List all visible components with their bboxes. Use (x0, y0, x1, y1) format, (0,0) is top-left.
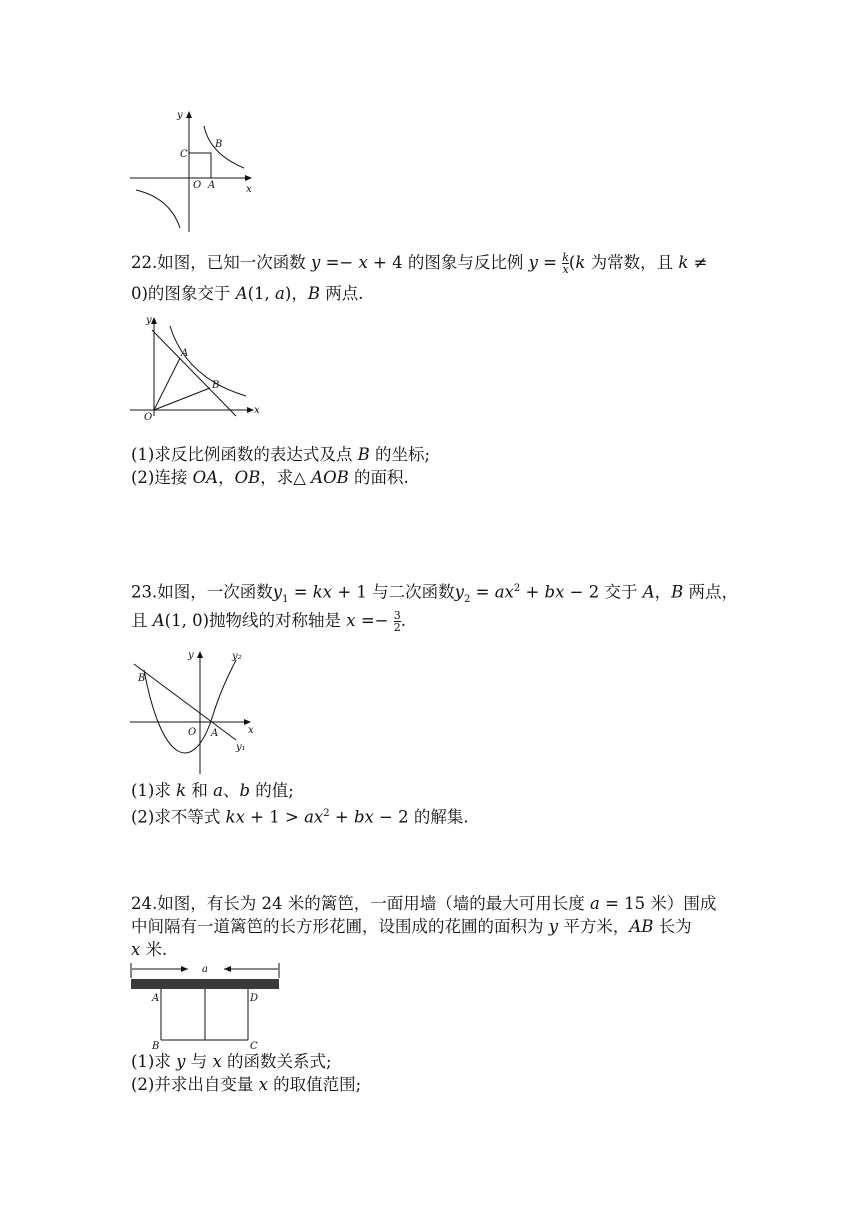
label-y: y (177, 110, 183, 121)
y-axis-arrow (151, 317, 157, 324)
q22-part-2: (2)连接 OA，OB，求△ AOB 的面积. (131, 468, 409, 487)
label-c: C (250, 1041, 258, 1052)
label-y2: y₂ (232, 651, 242, 662)
label-b: B (212, 380, 220, 391)
figure-q23 (128, 646, 260, 776)
q22-part-1: (1)求反比例函数的表达式及点 B 的坐标; (131, 445, 431, 464)
q24-line-3: x 米. (131, 940, 168, 959)
line-y1 (134, 664, 236, 740)
label-y: y (146, 315, 152, 326)
label-x: x (246, 184, 252, 195)
q24-line-2: 中间隔有一道篱笆的长方形花圃，设围成的花圃的面积为 y 平方米，AB 长为 (131, 917, 692, 936)
label-a: A (181, 348, 189, 359)
label-o: O (144, 412, 153, 423)
curve-quadrant-3 (136, 190, 180, 228)
label-y1: y₁ (236, 742, 246, 753)
q23-line-1: 23.如图，一次函数$y_1$ = kx + 1 与二次函数$y_2 = ax^2$ + bx − 2 交于 A，B 两点， (131, 582, 739, 605)
parabola-y2 (144, 660, 236, 753)
label-b: B (152, 1041, 160, 1052)
label-d: D (250, 993, 259, 1004)
segment-oa (154, 358, 180, 410)
q23-line-2: 且 A(1, 0)抛物线的对称轴是 x =− $\frac{3}{2}$ . (131, 609, 406, 634)
q23-part-1: (1)求 k 和 a、b 的值; (131, 781, 294, 800)
label-b: B (215, 139, 223, 150)
q22-line-1: 22.如图，已知一次函数 y =− x + 4 的图象与反比例 y = $\frac{k}{x}$ (k 为常数，且 k ≠ (131, 251, 708, 276)
label-x: x (248, 725, 254, 736)
label-o: O (188, 727, 197, 738)
wall (131, 979, 279, 989)
figure-q22 (128, 312, 264, 424)
figure-q24-garden (128, 960, 284, 1054)
q24-part-2: (2)并求出自变量 x 的取值范围; (131, 1075, 362, 1094)
y-axis-arrow (197, 651, 203, 658)
label-c: C (180, 149, 188, 160)
label-o: O (193, 180, 202, 191)
segment-ob (154, 388, 210, 410)
label-b: B (138, 673, 146, 684)
line-y-eq-neg-x-plus-4 (152, 330, 236, 416)
label-y: y (188, 650, 194, 661)
label-a: A (208, 180, 216, 191)
hyperbola (170, 326, 246, 396)
label-a: A (152, 993, 160, 1004)
dimension-left-arrow (181, 966, 188, 972)
label-a: A (211, 728, 219, 739)
dimension-right-arrow (224, 966, 231, 972)
x-axis-arrow (247, 407, 254, 413)
x-axis-arrow (245, 175, 252, 181)
q23-part-2: (2)求不等式 kx + $1 > ax^2$ + bx − 2 的解集. (131, 807, 469, 827)
q22-line-2: 0)的图象交于 A(1, a)，B 两点. (131, 284, 364, 303)
figure-reciprocal-rectangle (128, 106, 258, 234)
rectangle-oabc (189, 153, 211, 178)
label-a-length: a (202, 964, 208, 975)
y-axis-arrow (186, 111, 192, 118)
q24-line-1: 24.如图，有长为 24 米的篱笆，一面用墙（墙的最大可用长度 a = 15 米）围成 (131, 894, 717, 913)
label-x: x (254, 405, 260, 416)
curve-quadrant-1 (204, 126, 244, 168)
q24-part-1: (1)求 y 与 x 的函数关系式; (131, 1052, 332, 1071)
